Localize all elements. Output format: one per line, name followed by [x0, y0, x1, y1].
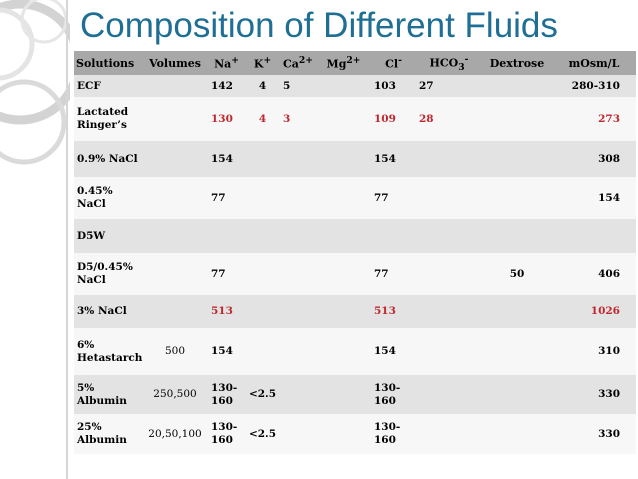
header-volumes: Volumes	[142, 51, 208, 75]
cell-solution: Lactated Ringer’s	[74, 97, 142, 141]
decorative-circles	[0, 0, 70, 479]
cell-volumes	[142, 177, 208, 219]
cell-hco3: 27	[416, 75, 482, 97]
cell-dextrose	[482, 219, 552, 253]
cell-dextrose: 50	[482, 253, 552, 295]
cell-na: 154	[208, 141, 245, 177]
cell-mg	[316, 75, 371, 97]
table-row	[74, 295, 636, 328]
cell-volumes	[142, 253, 208, 295]
cell-hco3	[416, 375, 482, 414]
cell-ca	[280, 414, 316, 454]
cell-hco3	[416, 219, 482, 253]
cell-hco3	[416, 295, 482, 328]
cell-mg	[316, 97, 371, 141]
cell-solution: 0.45% NaCl	[74, 177, 142, 219]
table-row	[74, 414, 636, 454]
cell-na	[208, 219, 245, 253]
cell-volumes	[142, 75, 208, 97]
cell-cl: 513	[371, 295, 416, 328]
header-mosm: mOsm/L	[552, 51, 636, 75]
cell-na: 130-160	[208, 414, 245, 454]
header-k: K+	[245, 51, 280, 75]
cell-mg	[316, 253, 371, 295]
cell-k	[245, 253, 280, 295]
cell-k: 4	[245, 75, 280, 97]
cell-ca	[280, 295, 316, 328]
table-row	[74, 75, 636, 97]
cell-solution: 0.9% NaCl	[74, 141, 142, 177]
table-row	[74, 177, 636, 219]
cell-hco3	[416, 253, 482, 295]
cell-cl: 109	[371, 97, 416, 141]
cell-dextrose	[482, 177, 552, 219]
table-row	[74, 375, 636, 414]
cell-cl: 130-160	[371, 414, 416, 454]
cell-solution: D5W	[74, 219, 142, 253]
header-na: Na+	[208, 51, 245, 75]
cell-k	[245, 295, 280, 328]
cell-mosm: 330	[552, 414, 636, 454]
page-title: Composition of Different Fluids	[80, 6, 558, 45]
cell-ca	[280, 219, 316, 253]
cell-cl: 130-160	[371, 375, 416, 414]
cell-ca	[280, 177, 316, 219]
cell-k	[245, 328, 280, 375]
cell-mosm: 330	[552, 375, 636, 414]
cell-solution: 6% Hetastarch	[74, 328, 142, 375]
cell-na: 77	[208, 253, 245, 295]
table-row	[74, 97, 636, 141]
header-solutions: Solutions	[74, 51, 142, 75]
cell-solution: D5/0.45% NaCl	[74, 253, 142, 295]
table-row	[74, 253, 636, 295]
cell-solution: 5% Albumin	[74, 375, 142, 414]
cell-dextrose	[482, 75, 552, 97]
cell-k	[245, 141, 280, 177]
fluid-composition-table	[74, 51, 636, 454]
cell-mg	[316, 177, 371, 219]
cell-hco3	[416, 414, 482, 454]
cell-dextrose	[482, 141, 552, 177]
cell-hco3: 28	[416, 97, 482, 141]
cell-na: 154	[208, 328, 245, 375]
cell-cl: 77	[371, 177, 416, 219]
cell-mg	[316, 375, 371, 414]
cell-k: 4	[245, 97, 280, 141]
cell-cl: 103	[371, 75, 416, 97]
header-cl: Cl-	[371, 51, 416, 75]
cell-dextrose	[482, 375, 552, 414]
header-row	[74, 51, 636, 75]
cell-k	[245, 219, 280, 253]
cell-hco3	[416, 141, 482, 177]
cell-mg	[316, 219, 371, 253]
cell-solution: ECF	[74, 75, 142, 97]
cell-na: 130	[208, 97, 245, 141]
cell-cl	[371, 219, 416, 253]
cell-k: <2.5	[245, 375, 280, 414]
cell-ca	[280, 141, 316, 177]
cell-na: 130-160	[208, 375, 245, 414]
cell-ca	[280, 328, 316, 375]
cell-ca: 5	[280, 75, 316, 97]
header-mg: $Mg^{2+}$	[316, 51, 371, 75]
table-row	[74, 141, 636, 177]
cell-solution: 3% NaCl	[74, 295, 142, 328]
cell-mosm: 308	[552, 141, 636, 177]
cell-dextrose	[482, 328, 552, 375]
cell-volumes	[142, 97, 208, 141]
cell-cl: 154	[371, 328, 416, 375]
cell-solution: 25% Albumin	[74, 414, 142, 454]
cell-mg	[316, 141, 371, 177]
cell-mosm: 280-310	[552, 75, 636, 97]
cell-volumes	[142, 295, 208, 328]
cell-mg	[316, 414, 371, 454]
cell-volumes	[142, 141, 208, 177]
cell-na: 77	[208, 177, 245, 219]
table-row	[74, 219, 636, 253]
cell-mosm: 406	[552, 253, 636, 295]
cell-mosm: 154	[552, 177, 636, 219]
cell-volumes: 250,500	[142, 375, 208, 414]
cell-na: 513	[208, 295, 245, 328]
cell-volumes	[142, 219, 208, 253]
cell-dextrose	[482, 97, 552, 141]
cell-cl: 154	[371, 141, 416, 177]
cell-dextrose	[482, 295, 552, 328]
cell-dextrose	[482, 414, 552, 454]
cell-hco3	[416, 328, 482, 375]
cell-mg	[316, 328, 371, 375]
cell-mosm	[552, 219, 636, 253]
header-hco3: $HCO_3^-$	[416, 51, 482, 75]
header-dextrose: Dextrose	[482, 51, 552, 75]
cell-cl: 77	[371, 253, 416, 295]
cell-mg	[316, 295, 371, 328]
table-row	[74, 328, 636, 375]
cell-mosm: 1026	[552, 295, 636, 328]
cell-ca: 3	[280, 97, 316, 141]
cell-k	[245, 177, 280, 219]
cell-k: <2.5	[245, 414, 280, 454]
cell-mosm: 310	[552, 328, 636, 375]
header-ca: $Ca^{2+}$	[280, 51, 316, 75]
cell-volumes: 20,50,100	[142, 414, 208, 454]
cell-volumes: 500	[142, 328, 208, 375]
cell-mosm: 273	[552, 97, 636, 141]
cell-ca	[280, 375, 316, 414]
cell-na: 142	[208, 75, 245, 97]
cell-hco3	[416, 177, 482, 219]
cell-ca	[280, 253, 316, 295]
